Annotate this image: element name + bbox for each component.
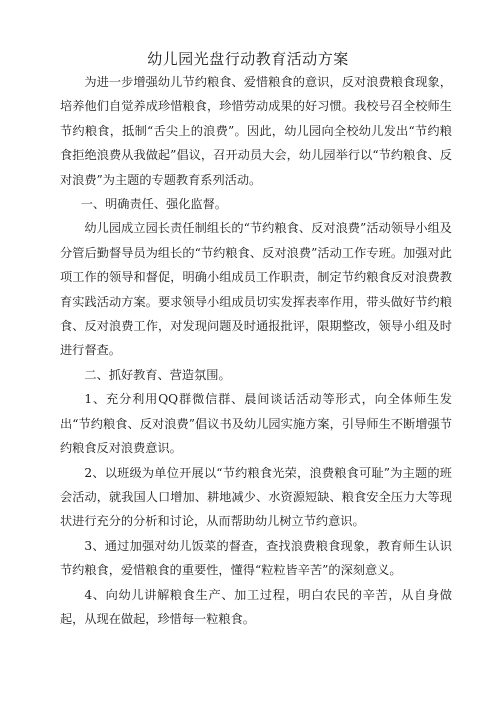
list-item-1: 1、充分利用QQ群微信群、晨间谈话活动等形式，向全体师生发出“节约粮食、反对浪费”倡议书及幼儿园实施方案，引导师生不断增强节约粮食反对浪费意识。	[60, 392, 452, 456]
document-body	[60, 70, 452, 631]
paragraph-intro: 为进一步增强幼儿节约粮食、爱惜粮食的意识，反对浪费粮食现象，培养他们自觉养成珍惜粮食，珍惜劳动成果的好习惯。我校号召全校师生节约粮食，抵制“舌尖上的浪费”。因此，幼儿园向全校幼儿发出“节约粮食拒绝浪费从我做起”倡议，召开动员大会，幼儿园举行以“节约粮食、反对浪费”为主题的专题教育系列活动。	[60, 75, 452, 187]
document-title: 幼儿园光盘行动教育活动方案	[147, 50, 349, 68]
list-item-4: 4、向幼儿讲解粮食生产、加工过程，明白农民的辛苦，从自身做起，从现在做起，珍惜每一粒粮食。	[60, 587, 452, 626]
paragraph-section-1: 幼儿园成立园长责任制组长的“节约粮食、反对浪费”活动领导小组及分管后勤督导员为组长的“节约粮食、反对浪费”活动工作专班。加强对此项工作的领导和督促，明确小组成员工作职责，制定节约粮食反对浪费教育实践活动方案。要求领导小组成员切实发挥表率作用，带头做好节约粮食、反对浪费工作，对发现问题及时通报批评，限期整改，领导小组及时进行督查。	[60, 221, 452, 358]
list-item-2: 2、以班级为单位开展以“节约粮食光荣，浪费粮食可耻”为主题的班会活动，就我国人口增加、耕地减少、水资源短缺、粮食安全压力大等现状进行充分的分析和讨论，从而帮助幼儿树立节约意识。	[60, 465, 452, 529]
list-item-3: 3、通过加强对幼儿饭菜的督查，查找浪费粮食现象，教育师生认识节约粮食，爱惜粮食的重要性，懂得“粒粒皆辛苦”的深刻意义。	[60, 538, 452, 578]
section-heading-1: 一、明确责任、强化监督。	[80, 197, 227, 212]
section-heading-2: 二、抓好教育、营造氛围。	[84, 367, 231, 382]
